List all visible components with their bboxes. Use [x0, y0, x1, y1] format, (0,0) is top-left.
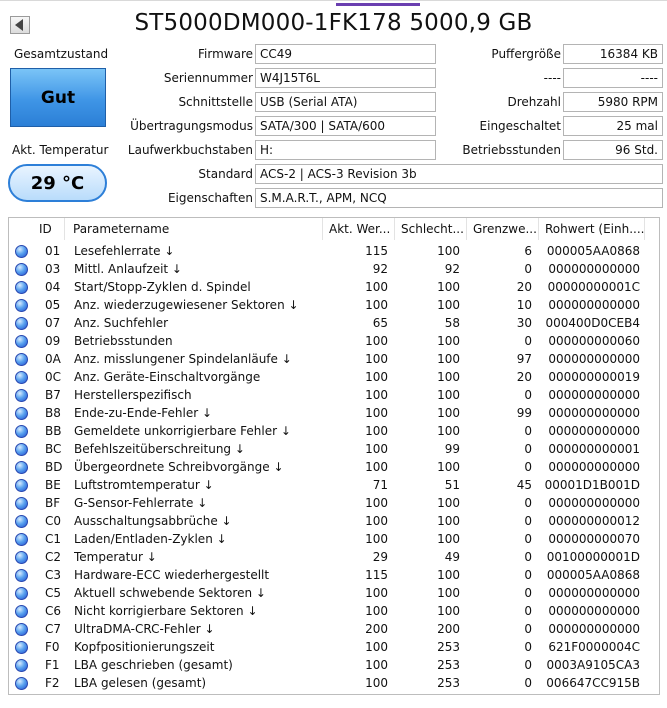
attribute-current: 200: [365, 622, 388, 636]
attribute-name: LBA gelesen (gesamt): [74, 676, 207, 690]
table-row[interactable]: [9, 368, 659, 386]
attribute-name: Hardware-ECC wiederhergestellt: [74, 568, 270, 582]
temperature-badge[interactable]: [8, 164, 107, 202]
attribute-raw: 00100000001D: [546, 550, 640, 564]
attribute-raw: 000000000000: [548, 262, 640, 276]
attribute-raw: 000000000012: [548, 514, 640, 528]
status-dot-icon: [15, 497, 28, 510]
table-row[interactable]: [9, 584, 659, 602]
attribute-current: 115: [365, 244, 388, 258]
features-field: S.M.A.R.T., APM, NCQ: [255, 188, 663, 208]
status-dot-icon: [15, 317, 28, 330]
status-dot-icon: [15, 551, 28, 564]
attribute-threshold: 0: [524, 568, 532, 582]
attribute-name: Nicht korrigierbare Sektoren ↓: [74, 604, 258, 618]
table-row[interactable]: [9, 350, 659, 368]
attribute-raw: 000000000000: [548, 622, 640, 636]
attribute-current: 100: [365, 280, 388, 294]
attribute-name: Übergeordnete Schreibvorgänge ↓: [74, 460, 284, 474]
attribute-threshold: 0: [524, 496, 532, 510]
attribute-raw: 000000000000: [548, 406, 640, 420]
status-dot-icon: [15, 515, 28, 528]
attribute-name: Anz. wiederzugewiesener Sektoren ↓: [74, 298, 299, 312]
active-disk-tab-indicator[interactable]: [336, 3, 420, 6]
col-header-name[interactable]: Parametername: [69, 218, 323, 240]
attribute-current: 100: [365, 676, 388, 690]
status-dot-icon: [15, 479, 28, 492]
health-status-badge[interactable]: [10, 68, 106, 127]
attribute-threshold: 0: [524, 442, 532, 456]
table-row[interactable]: [9, 386, 659, 404]
attribute-name: Laden/Entladen-Zyklen ↓: [74, 532, 227, 546]
status-dot-icon: [15, 299, 28, 312]
attribute-id: 0C: [45, 370, 62, 384]
attribute-worst: 100: [437, 568, 460, 582]
attribute-id: C1: [45, 532, 62, 546]
buffer-size-field: 16384 KB: [563, 44, 663, 64]
status-dot-icon: [15, 641, 28, 654]
attribute-id: 01: [45, 244, 61, 258]
status-dot-icon: [15, 533, 28, 546]
attribute-current: 115: [365, 568, 388, 582]
attribute-name: Anz. misslungener Spindelanläufe ↓: [74, 352, 292, 366]
serial-label: Seriennummer: [163, 71, 253, 85]
attribute-name: UltraDMA-CRC-Fehler ↓: [74, 622, 215, 636]
attribute-id: F1: [45, 658, 60, 672]
attribute-current: 100: [365, 586, 388, 600]
attribute-threshold: 30: [516, 316, 532, 330]
attribute-id: C3: [45, 568, 62, 582]
table-row[interactable]: [9, 314, 659, 332]
power-on-hours-label: Betriebsstunden: [462, 143, 561, 157]
attribute-threshold: 0: [524, 334, 532, 348]
attribute-current: 100: [365, 532, 388, 546]
status-dot-icon: [15, 371, 28, 384]
attribute-worst: 100: [437, 514, 460, 528]
unknown-field: ----: [563, 68, 663, 88]
attribute-raw: 006647CC915B: [546, 676, 640, 690]
attribute-threshold: 0: [524, 514, 532, 528]
attribute-current: 65: [372, 316, 388, 330]
power-on-count-label: Eingeschaltet: [479, 119, 561, 133]
serial-field: W4J15T6L: [255, 68, 436, 88]
rpm-field: 5980 RPM: [563, 92, 663, 112]
attribute-threshold: 99: [516, 406, 532, 420]
attribute-name: Gemeldete unkorrigierbare Fehler ↓: [74, 424, 291, 438]
standard-field: ACS-2 | ACS-3 Revision 3b: [255, 164, 663, 184]
table-row[interactable]: [9, 494, 659, 512]
attribute-current: 71: [372, 478, 388, 492]
status-dot-icon: [15, 623, 28, 636]
attribute-raw: 00000000001C: [547, 280, 640, 294]
attribute-raw: 000000000000: [548, 388, 640, 402]
table-row[interactable]: [9, 620, 659, 638]
attribute-name: Temperatur ↓: [74, 550, 157, 564]
attribute-worst: 100: [437, 424, 460, 438]
status-dot-icon: [15, 443, 28, 456]
attribute-id: F0: [45, 640, 60, 654]
attribute-raw: 000000000070: [548, 532, 640, 546]
table-row[interactable]: [9, 512, 659, 530]
attribute-name: Anz. Suchfehler: [74, 316, 169, 330]
attribute-name: Anz. Geräte-Einschaltvorgänge: [74, 370, 261, 384]
attribute-raw: 00001D1B001D: [544, 478, 640, 492]
attribute-name: Lesefehlerrate ↓: [74, 244, 175, 258]
temperature-value: 29 °C: [30, 172, 85, 194]
transfer-mode-field: SATA/300 | SATA/600: [255, 116, 436, 136]
attribute-raw: 000000000001: [548, 442, 640, 456]
attribute-current: 100: [365, 406, 388, 420]
attribute-threshold: 10: [516, 298, 532, 312]
attribute-id: 0A: [45, 352, 61, 366]
status-dot-icon: [15, 245, 28, 258]
table-row[interactable]: [9, 242, 659, 260]
attribute-current: 100: [365, 514, 388, 528]
table-header: [9, 218, 659, 240]
attribute-threshold: 0: [524, 550, 532, 564]
attribute-worst: 100: [437, 334, 460, 348]
status-dot-icon: [15, 281, 28, 294]
transfer-mode-label: Übertragungsmodus: [130, 119, 253, 133]
table-row[interactable]: [9, 332, 659, 350]
col-header-id[interactable]: ID: [35, 218, 65, 240]
table-row[interactable]: [9, 548, 659, 566]
attribute-raw: 000000000000: [548, 586, 640, 600]
power-on-count-field: 25 mal: [563, 116, 663, 136]
attribute-threshold: 0: [524, 640, 532, 654]
attribute-worst: 100: [437, 280, 460, 294]
attribute-id: B7: [45, 388, 61, 402]
attribute-worst: 51: [444, 478, 460, 492]
table-body: [9, 242, 659, 692]
temperature-label: Akt. Temperatur: [12, 143, 109, 157]
status-dot-icon: [15, 569, 28, 582]
attribute-id: BD: [45, 460, 63, 474]
attribute-threshold: 20: [516, 370, 532, 384]
attribute-id: 04: [45, 280, 61, 294]
attribute-worst: 100: [437, 406, 460, 420]
attribute-worst: 100: [437, 532, 460, 546]
attribute-threshold: 0: [524, 604, 532, 618]
status-dot-icon: [15, 389, 28, 402]
attribute-id: C2: [45, 550, 62, 564]
attribute-current: 100: [365, 352, 388, 366]
attribute-threshold: 0: [524, 262, 532, 276]
attribute-worst: 100: [437, 388, 460, 402]
col-header-current[interactable]: Akt. Wer...: [325, 218, 395, 240]
attribute-worst: 100: [437, 370, 460, 384]
attribute-raw: 621F0000004C: [548, 640, 640, 654]
attribute-name: Betriebsstunden: [74, 334, 173, 348]
attribute-raw: 000005AA0868: [546, 244, 640, 258]
table-row[interactable]: [9, 476, 659, 494]
attribute-raw: 000000000000: [548, 424, 640, 438]
attribute-current: 100: [365, 334, 388, 348]
window-top-border: [0, 0, 667, 1]
attribute-threshold: 0: [524, 622, 532, 636]
attribute-name: Ende-zu-Ende-Fehler ↓: [74, 406, 213, 420]
attribute-id: C5: [45, 586, 62, 600]
attribute-raw: 000000000000: [548, 460, 640, 474]
status-dot-icon: [15, 407, 28, 420]
attribute-threshold: 6: [524, 244, 532, 258]
table-row[interactable]: [9, 296, 659, 314]
attribute-threshold: 0: [524, 586, 532, 600]
table-row[interactable]: [9, 674, 659, 692]
status-dot-icon: [15, 605, 28, 618]
attribute-worst: 100: [437, 244, 460, 258]
table-row[interactable]: [9, 656, 659, 674]
buffer-size-label: Puffergröße: [491, 47, 561, 61]
attribute-current: 100: [365, 496, 388, 510]
attribute-id: 09: [45, 334, 61, 348]
health-label: Gesamtzustand: [14, 47, 109, 61]
status-dot-icon: [15, 335, 28, 348]
attribute-threshold: 45: [516, 478, 532, 492]
attribute-current: 100: [365, 442, 388, 456]
interface-label: Schnittstelle: [178, 95, 253, 109]
attribute-name: Mittl. Anlaufzeit ↓: [74, 262, 182, 276]
attribute-id: C7: [45, 622, 62, 636]
col-header-threshold[interactable]: Grenzwe...: [469, 218, 539, 240]
table-row[interactable]: [9, 440, 659, 458]
attribute-worst: 100: [437, 298, 460, 312]
attribute-worst: 58: [444, 316, 460, 330]
attribute-threshold: 0: [524, 676, 532, 690]
status-dot-icon: [15, 659, 28, 672]
status-dot-icon: [15, 353, 28, 366]
attribute-worst: 100: [437, 352, 460, 366]
attribute-worst: 100: [437, 604, 460, 618]
attribute-name: Herstellerspezifisch: [74, 388, 192, 402]
attribute-id: BF: [45, 496, 61, 510]
col-header-worst[interactable]: Schlecht...: [397, 218, 467, 240]
attribute-threshold: 20: [516, 280, 532, 294]
power-on-hours-field: 96 Std.: [563, 140, 663, 160]
attribute-threshold: 0: [524, 658, 532, 672]
table-row[interactable]: [9, 638, 659, 656]
attribute-id: C0: [45, 514, 62, 528]
attribute-raw: 000000000060: [548, 334, 640, 348]
status-dot-icon: [15, 677, 28, 690]
attribute-current: 100: [365, 460, 388, 474]
attribute-id: 03: [45, 262, 61, 276]
attribute-current: 92: [372, 262, 388, 276]
rpm-label: Drehzahl: [507, 95, 561, 109]
attribute-worst: 49: [444, 550, 460, 564]
attribute-worst: 253: [437, 658, 460, 672]
attribute-current: 100: [365, 388, 388, 402]
status-dot-icon: [15, 587, 28, 600]
attribute-threshold: 0: [524, 388, 532, 402]
attribute-name: LBA geschrieben (gesamt): [74, 658, 233, 672]
attribute-raw: 000000000000: [548, 298, 640, 312]
attribute-name: Befehlszeitüberschreitung ↓: [74, 442, 245, 456]
attribute-worst: 100: [437, 586, 460, 600]
disk-title: ST5000DM000-1FK178 5000,9 GB: [134, 10, 533, 36]
attribute-current: 100: [365, 298, 388, 312]
attribute-threshold: 97: [516, 352, 532, 366]
attribute-worst: 100: [437, 460, 460, 474]
firmware-field: CC49: [255, 44, 436, 64]
standard-label: Standard: [198, 167, 253, 181]
attribute-worst: 99: [444, 442, 460, 456]
attribute-id: 07: [45, 316, 61, 330]
table-row[interactable]: [9, 458, 659, 476]
table-row[interactable]: [9, 566, 659, 584]
table-row[interactable]: [9, 422, 659, 440]
table-row[interactable]: [9, 530, 659, 548]
firmware-label: Firmware: [198, 47, 253, 61]
attribute-id: BE: [45, 478, 61, 492]
attribute-name: G-Sensor-Fehlerrate ↓: [74, 496, 208, 510]
attribute-threshold: 0: [524, 532, 532, 546]
drive-letter-label: Laufwerkbuchstaben: [127, 143, 253, 157]
attribute-worst: 253: [437, 676, 460, 690]
attribute-current: 100: [365, 658, 388, 672]
table-row[interactable]: [9, 404, 659, 422]
attribute-worst: 200: [437, 622, 460, 636]
attribute-current: 29: [372, 550, 388, 564]
attribute-raw: 000000000000: [548, 496, 640, 510]
table-row[interactable]: [9, 260, 659, 278]
attribute-id: BB: [45, 424, 62, 438]
status-dot-icon: [15, 425, 28, 438]
status-dot-icon: [15, 263, 28, 276]
health-status-value: Gut: [40, 87, 76, 108]
attribute-id: F2: [45, 676, 60, 690]
attribute-id: C6: [45, 604, 62, 618]
attribute-worst: 92: [444, 262, 460, 276]
features-label: Eigenschaften: [167, 191, 253, 205]
attribute-current: 100: [365, 640, 388, 654]
attribute-name: Aktuell schwebende Sektoren ↓: [74, 586, 266, 600]
attribute-current: 100: [365, 370, 388, 384]
attribute-raw: 000400D0CEB4: [545, 316, 640, 330]
attribute-raw: 000000000000: [548, 604, 640, 618]
attribute-name: Start/Stopp-Zyklen d. Spindel: [74, 280, 251, 294]
attribute-name: Luftstromtemperatur ↓: [74, 478, 214, 492]
attribute-id: BC: [45, 442, 62, 456]
table-row[interactable]: [9, 602, 659, 620]
attribute-id: 05: [45, 298, 61, 312]
attribute-worst: 253: [437, 640, 460, 654]
attribute-threshold: 0: [524, 424, 532, 438]
drive-letter-field: H:: [255, 140, 436, 160]
attribute-name: Ausschaltungsabbrüche ↓: [74, 514, 232, 528]
table-row[interactable]: [9, 278, 659, 296]
col-header-raw[interactable]: Rohwert (Einh....: [541, 218, 645, 240]
attribute-worst: 100: [437, 496, 460, 510]
attribute-current: 100: [365, 604, 388, 618]
unknown-label: ----: [543, 71, 561, 85]
attribute-threshold: 0: [524, 460, 532, 474]
attribute-raw: 000000000019: [548, 370, 640, 384]
status-dot-icon: [15, 461, 28, 474]
attribute-name: Kopfpositionierungszeit: [74, 640, 215, 654]
attribute-id: B8: [45, 406, 61, 420]
attribute-current: 100: [365, 424, 388, 438]
interface-field: USB (Serial ATA): [255, 92, 436, 112]
attribute-raw: 000005AA0868: [546, 568, 640, 582]
attribute-raw: 000000000000: [548, 352, 640, 366]
attribute-raw: 0003A9105CA3: [546, 658, 640, 672]
smart-table[interactable]: [8, 217, 660, 695]
